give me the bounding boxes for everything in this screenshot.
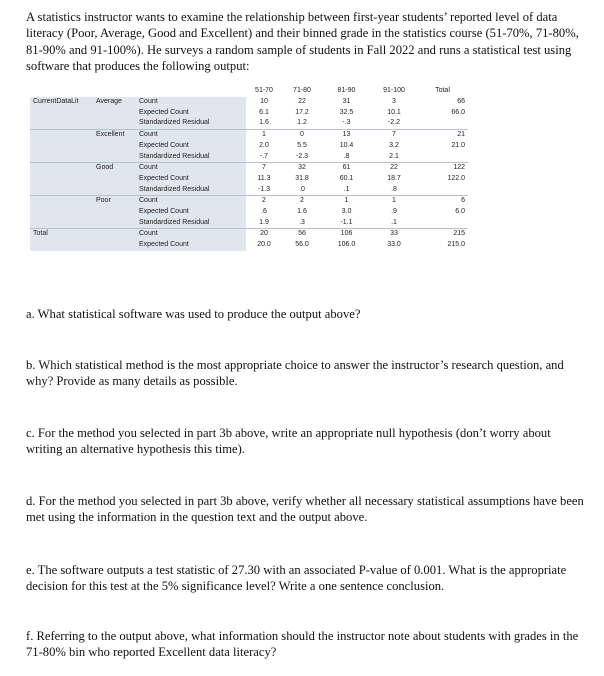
table-cell: 61 — [322, 163, 371, 174]
table-row — [30, 218, 468, 229]
table-row — [30, 97, 468, 108]
row-variable-label — [30, 152, 93, 163]
table-cell: 6.0 — [417, 207, 468, 218]
table-row — [30, 196, 468, 207]
statistic-label: Count — [136, 97, 246, 108]
table-cell: 6.1 — [246, 108, 282, 119]
table-cell: 66.0 — [417, 108, 468, 119]
table-cell: 10.4 — [322, 141, 371, 152]
row-level-label — [93, 152, 136, 163]
table-cell: 2.0 — [246, 141, 282, 152]
table-cell: 5.5 — [282, 141, 322, 152]
table-row — [30, 118, 468, 129]
table-cell: 31.8 — [282, 174, 322, 185]
statistic-label: Count — [136, 229, 246, 240]
table-row — [30, 240, 468, 251]
statistic-label: Expected Count — [136, 207, 246, 218]
question-b: b. Which statistical method is the most appropriate choice to answer the instructor’s research question, and why? Provide as many details as possible. — [26, 358, 564, 389]
table-cell: .0 — [282, 185, 322, 196]
row-variable-label — [30, 118, 93, 129]
question-d: d. For the method you selected in part 3b above, verify whether all necessary statistical assumptions have been met using the information in the question text and the output above. — [26, 494, 584, 525]
row-variable-label — [30, 196, 93, 207]
table-cell: 3.2 — [371, 141, 417, 152]
statistic-label: Standardized Residual — [136, 152, 246, 163]
row-variable-label — [30, 130, 93, 141]
row-level-label — [93, 229, 136, 240]
table-cell: 31 — [322, 97, 371, 108]
crosstab-output — [30, 86, 468, 289]
statistic-label: Expected Count — [136, 240, 246, 251]
question-e: e. The software outputs a test statistic of 27.30 with an associated P-value of 0.001. What is the appropriate decision for this test at the 5% significance level? Write a one sentence conclusion. — [26, 563, 567, 594]
question-c: c. For the method you selected in part 3b above, write an appropriate null hypothesis (don’t worry about writing an alternative hypothesis this time). — [26, 426, 551, 457]
table-cell: .3 — [282, 218, 322, 229]
table-row — [30, 163, 468, 174]
table-cell: .6 — [246, 207, 282, 218]
table-cell: 21.0 — [417, 141, 468, 152]
table-cell: 215.0 — [417, 240, 468, 251]
table-cell: 22 — [371, 163, 417, 174]
table-cell: 2 — [246, 196, 282, 207]
total-label — [30, 240, 93, 251]
row-level-label — [93, 118, 136, 129]
table-cell: 122.0 — [417, 174, 468, 185]
row-level-label — [93, 108, 136, 119]
table-cell: 7 — [246, 163, 282, 174]
table-cell: 17.2 — [282, 108, 322, 119]
row-variable-label — [30, 108, 93, 119]
row-variable-label — [30, 218, 93, 229]
row-level-label — [93, 185, 136, 196]
table-row — [30, 174, 468, 185]
table-cell: -1.1 — [322, 218, 371, 229]
table-cell: .1 — [371, 218, 417, 229]
crosstab-table — [30, 86, 468, 251]
table-cell: 33.0 — [371, 240, 417, 251]
table-row — [30, 229, 468, 240]
table-cell: 1.6 — [282, 207, 322, 218]
col-header: 71-80 — [282, 86, 322, 97]
row-level-label — [93, 141, 136, 152]
table-cell: 10.1 — [371, 108, 417, 119]
table-cell: .1 — [322, 185, 371, 196]
header-row — [30, 86, 468, 97]
table-cell: 1.9 — [246, 218, 282, 229]
col-header: 81-90 — [322, 86, 371, 97]
table-cell: 66 — [417, 97, 468, 108]
row-level-label — [93, 174, 136, 185]
statistic-label: Expected Count — [136, 108, 246, 119]
table-row — [30, 141, 468, 152]
table-cell: -2.2 — [371, 118, 417, 129]
row-level-label: Good — [93, 163, 136, 174]
table-cell — [417, 118, 468, 129]
table-cell: 1.6 — [246, 118, 282, 129]
table-cell: .8 — [371, 185, 417, 196]
table-cell: .8 — [322, 152, 371, 163]
table-cell: 33 — [371, 229, 417, 240]
row-level-label: Excellent — [93, 130, 136, 141]
row-variable-label — [30, 185, 93, 196]
table-cell: 21 — [417, 130, 468, 141]
table-cell: 122 — [417, 163, 468, 174]
total-label: Total — [30, 229, 93, 240]
table-cell: 3 — [371, 97, 417, 108]
table-row — [30, 152, 468, 163]
table-cell: -1.3 — [246, 185, 282, 196]
table-row — [30, 207, 468, 218]
table-cell: 18.7 — [371, 174, 417, 185]
statistic-label: Standardized Residual — [136, 185, 246, 196]
row-level-label — [93, 207, 136, 218]
row-variable-label — [30, 141, 93, 152]
table-cell: 1 — [371, 196, 417, 207]
table-cell: 3.0 — [322, 207, 371, 218]
row-level-label — [93, 218, 136, 229]
table-cell: 1.2 — [282, 118, 322, 129]
statistic-label: Count — [136, 130, 246, 141]
statistic-label: Count — [136, 196, 246, 207]
table-cell: 1 — [322, 196, 371, 207]
table-cell: -2.3 — [282, 152, 322, 163]
table-cell: 56 — [282, 229, 322, 240]
table-cell: 56.0 — [282, 240, 322, 251]
col-header: Total — [417, 86, 468, 97]
table-cell: 32 — [282, 163, 322, 174]
row-level-label — [93, 240, 136, 251]
table-cell: 7 — [371, 130, 417, 141]
row-variable-label — [30, 207, 93, 218]
table-cell: 106.0 — [322, 240, 371, 251]
row-variable-label: CurrentDataLit — [30, 97, 93, 108]
table-row — [30, 108, 468, 119]
row-level-label: Poor — [93, 196, 136, 207]
question-a: a. What statistical software was used to produce the output above? — [26, 307, 361, 321]
statistic-label: Standardized Residual — [136, 218, 246, 229]
table-cell: -.3 — [322, 118, 371, 129]
table-cell — [417, 218, 468, 229]
row-level-label: Average — [93, 97, 136, 108]
table-cell: 32.5 — [322, 108, 371, 119]
table-cell: 2 — [282, 196, 322, 207]
statistic-label: Expected Count — [136, 174, 246, 185]
table-cell: 2.1 — [371, 152, 417, 163]
statistic-label: Standardized Residual — [136, 118, 246, 129]
statistic-label: Expected Count — [136, 141, 246, 152]
table-cell: 6 — [417, 196, 468, 207]
problem-intro: A statistics instructor wants to examine the relationship between first-year students’ reported level of data literacy (Poor, Average, Good and Excellent) and their binned grade in the statistics course (51-70%, 71-80%, 81-90% and 91-100%). He surveys a random sample of students in Fall 2022 and runs a statistical test using software that produces the following output: — [26, 10, 579, 74]
row-variable-label — [30, 174, 93, 185]
row-variable-label — [30, 163, 93, 174]
table-cell: 10 — [246, 97, 282, 108]
statistic-label: Count — [136, 163, 246, 174]
question-f: f. Referring to the output above, what information should the instructor note about students with grades in the 71-80% bin who reported Excellent data literacy? — [26, 629, 579, 660]
table-cell: 20.0 — [246, 240, 282, 251]
table-cell — [417, 152, 468, 163]
table-cell: 11.3 — [246, 174, 282, 185]
table-cell: 13 — [322, 130, 371, 141]
table-row — [30, 130, 468, 141]
table-cell: 0 — [282, 130, 322, 141]
table-cell: 106 — [322, 229, 371, 240]
table-cell: 1 — [246, 130, 282, 141]
col-header: 51-70 — [246, 86, 282, 97]
table-cell: .9 — [371, 207, 417, 218]
col-header: 91-100 — [371, 86, 417, 97]
table-cell: 60.1 — [322, 174, 371, 185]
table-cell: 20 — [246, 229, 282, 240]
table-cell: 22 — [282, 97, 322, 108]
table-row — [30, 185, 468, 196]
table-cell: -.7 — [246, 152, 282, 163]
table-cell — [417, 185, 468, 196]
table-cell: 215 — [417, 229, 468, 240]
